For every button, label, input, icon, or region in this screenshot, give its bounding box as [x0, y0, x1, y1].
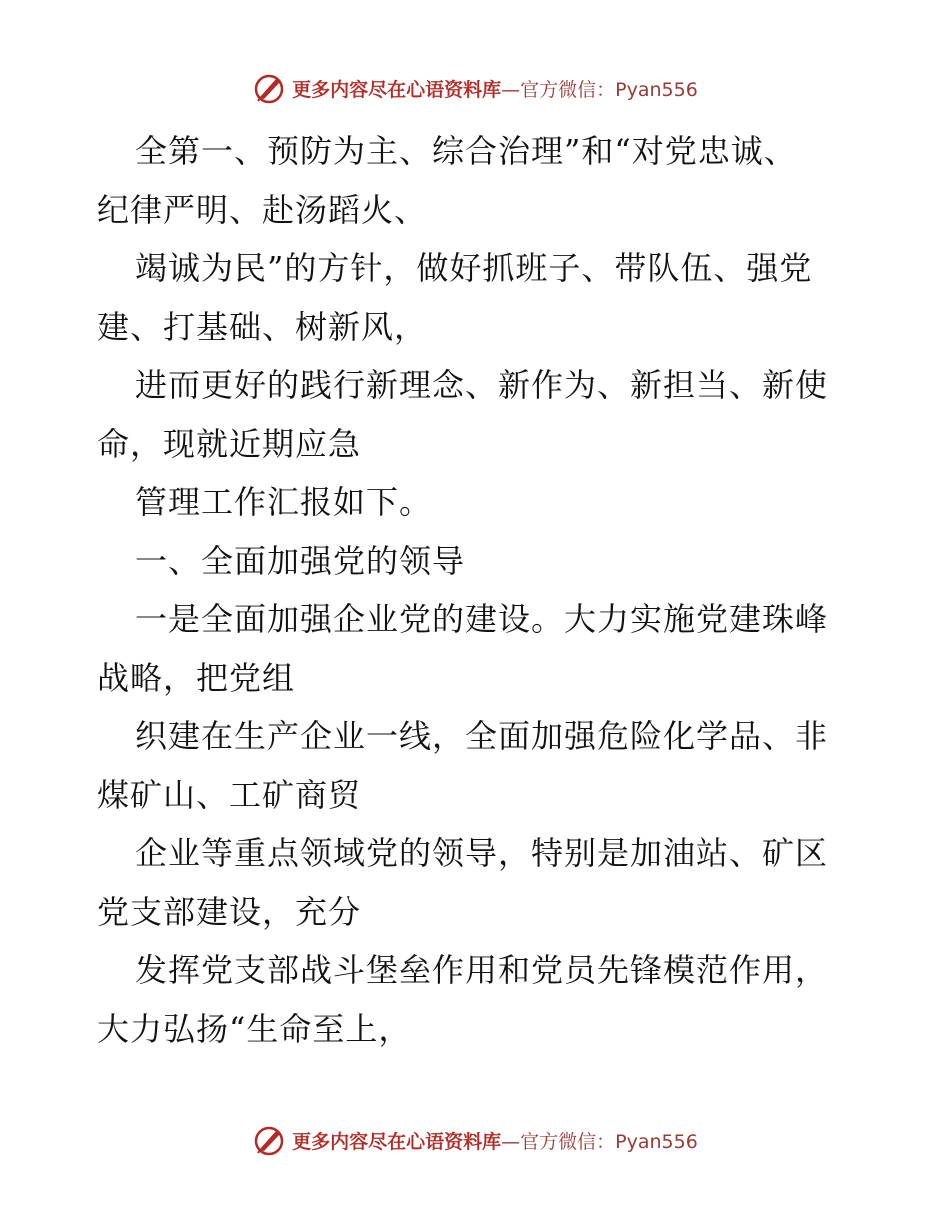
section-heading: 一、全面加强党的领导 — [135, 541, 466, 580]
text-line: 竭诚为民”的方针，做好抓班子、带队伍、强党 — [135, 249, 813, 287]
text-line: 管理工作汇报如下。 — [135, 483, 433, 521]
text-line: 织建在生产企业一线，全面加强危险化学品、非 — [135, 717, 829, 755]
footer-banner — [0, 1120, 950, 1160]
text-line: 党支部建设，充分 — [97, 892, 362, 931]
text-line: 战略，把党组 — [97, 658, 296, 697]
footer-banner-text: 更多内容尽在心语资料库—官方微信：Pyan556 — [292, 1130, 698, 1153]
header-banner-text: 更多内容尽在心语资料库—官方微信：Pyan556 — [292, 78, 698, 101]
brush-pen-logo-icon — [252, 1123, 286, 1157]
text-line: 煤矿山、工矿商贸 — [97, 775, 362, 814]
document-body — [97, 122, 857, 1058]
text-line: 纪律严明、赴汤蹈火、 — [97, 190, 428, 229]
text-line: 进而更好的践行新理念、新作为、新担当、新使 — [135, 366, 829, 404]
text-line: 发挥党支部战斗堡垒作用和党员先锋模范作用， — [135, 951, 829, 989]
text-line: 命，现就近期应急 — [97, 424, 362, 463]
text-line: 一是全面加强企业党的建设。大力实施党建珠峰 — [135, 600, 829, 638]
header-banner — [0, 68, 950, 108]
text-line: 建、打基础、树新风， — [97, 307, 428, 346]
text-line: 全第一、预防为主、综合治理”和“对党忠诚、 — [135, 132, 797, 170]
brush-pen-logo-icon — [252, 71, 286, 105]
text-line: 企业等重点领域党的领导，特别是加油站、矿区 — [135, 834, 829, 872]
text-line: 大力弘扬“生命至上， — [97, 1009, 412, 1048]
